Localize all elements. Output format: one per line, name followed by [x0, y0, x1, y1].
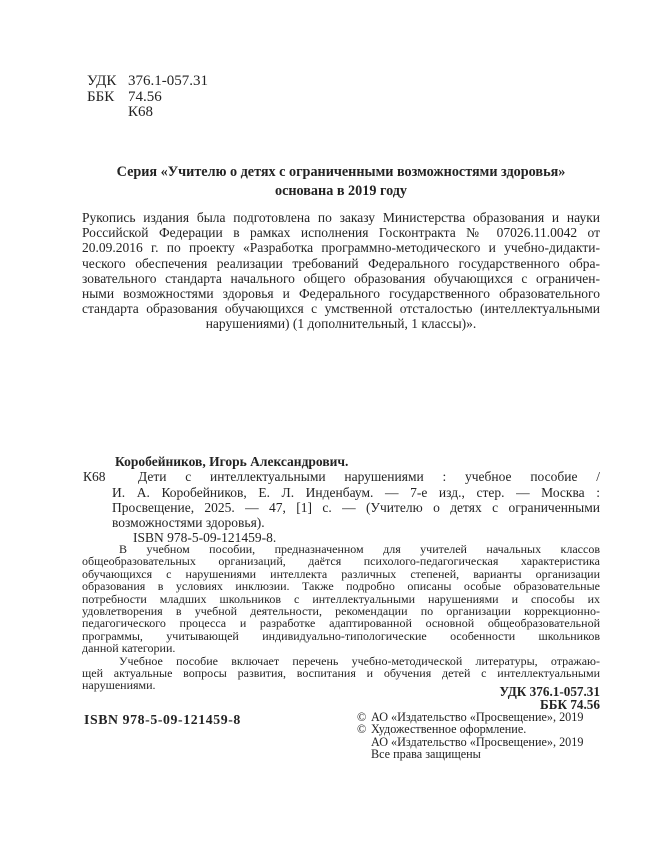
annotation-line: Учебное пособие включает перечень учебно-методической литературы, отражаю- [119, 653, 600, 668]
copyright-text: АО «Издательство «Просвещение», 2019 [371, 710, 584, 724]
bib-line: И. А. Коробейников, Е. Л. Инденбаум. — 7-е изд., стер. — Москва : [112, 484, 600, 500]
bibliographic-record [82, 454, 600, 546]
bib-body [112, 454, 600, 546]
contract-line: 20.09.2016 г. по проекту «Разработка программно-методического и учебно-дидакти- [82, 240, 600, 256]
annotation-line: данной категории. [82, 641, 176, 656]
series-note [82, 163, 600, 200]
contract-note [82, 210, 600, 332]
annotation-line: В учебном пособии, предназначенном для учителей начальных классов [119, 542, 600, 556]
annotation-line: общеобразовательных организаций, даётся психолого-педагогическая характеристика [82, 554, 600, 569]
copyright-text: АО «Издательство «Просвещение», 2019 [371, 734, 584, 749]
udk-row [87, 74, 208, 90]
copyright-text: Все права защищены [371, 746, 481, 761]
contract-line: ными возможностями здоровья и Федерального государственного образовательного [82, 286, 600, 302]
bbk-label: ББК [87, 88, 115, 105]
annotation-line: удовлетворения в учебной деятельности, рекомендации по организации коррекционно- [82, 604, 600, 619]
bib-author-heading: Коробейников, Игорь Александрович. [115, 454, 349, 469]
annotation-line: нарушениями. [82, 678, 156, 693]
isbn-footer: ISBN 978-5-09-121459-8 [84, 712, 241, 727]
annotation [82, 543, 600, 692]
copyright-mark [357, 736, 371, 748]
udk-footer-value: УДК 376.1-057.31 [499, 684, 600, 699]
copyright-mark: © [357, 710, 367, 724]
annotation-line: потребности младших школьников с интеллектуальными нарушениями и способы их [82, 591, 600, 606]
bib-isbn: ISBN 978-5-09-121459-8. [133, 530, 277, 546]
copyright-mark [357, 748, 371, 760]
copyright-mark: © [357, 722, 367, 737]
bbk-footer-value: ББК 74.56 [540, 697, 600, 712]
contract-line: ческого обеспечения реализации требований Федерального государственного обра- [82, 255, 600, 271]
contract-line: стандарта образования обучающихся с умственной отсталостью (интеллектуальными [82, 301, 600, 317]
bib-line: Просвещение, 2025. — 47, [1] с. — (Учителю о детях с ограниченными [112, 499, 600, 515]
annotation-line: щей актуальные вопросы развития, воспитания и обучения детей с интеллектуальными [82, 666, 600, 681]
series-line-2: основана в 2019 году [274, 182, 408, 199]
bbk-value: 74.56 [128, 88, 162, 105]
annotation-line: образования в условиях инклюзии. Также подробно описаны особые образовательные [82, 579, 600, 594]
annotation-line: педагогического процесса и разработке адаптированной основной общеобразовательной [82, 616, 600, 631]
contract-line: нарушениями) (1 дополнительный, 1 классы)». [205, 316, 477, 332]
udk-value: 376.1-057.31 [128, 73, 208, 89]
copyright-line [357, 748, 607, 760]
bib-line: Дети с интеллектуальными нарушениями : учебное пособие / [138, 469, 600, 485]
contract-line: зовательного стандарта начального общего образования обучающихся с ограничен- [82, 270, 600, 286]
author-sign-row [87, 105, 208, 121]
bib-line: возможностями здоровья). [112, 515, 265, 531]
contract-line: Российской Федерации в рамках исполнения Госконтракта № 07026.11.0042 от [82, 225, 600, 241]
copyright-text: Художественное оформление. [371, 722, 527, 737]
annotation-line: обучающихся с нарушениями интеллекта различных степеней, варианты организации [82, 566, 600, 581]
udk-bbk-codes-footer [82, 685, 600, 711]
copyright-line [357, 723, 607, 735]
copyright-block [357, 711, 607, 760]
author-sign-spacer [87, 105, 128, 121]
contract-line: Рукопись издания была подготовлена по заказу Министерства образования и науки [82, 210, 600, 225]
series-line-1: Серия «Учителю о детях с ограниченными возможностями здоровья» [116, 164, 566, 180]
annotation-line: программы, учитывающей индивидуально-типологические особенности школьников [82, 628, 600, 643]
catalog-sign: К68 [83, 469, 106, 485]
annotation-paragraph-1 [82, 543, 600, 655]
author-sign: К68 [128, 104, 154, 120]
bbk-row [87, 90, 208, 106]
udk-label: УДК [87, 73, 117, 89]
udk-bbk-block [87, 74, 208, 121]
